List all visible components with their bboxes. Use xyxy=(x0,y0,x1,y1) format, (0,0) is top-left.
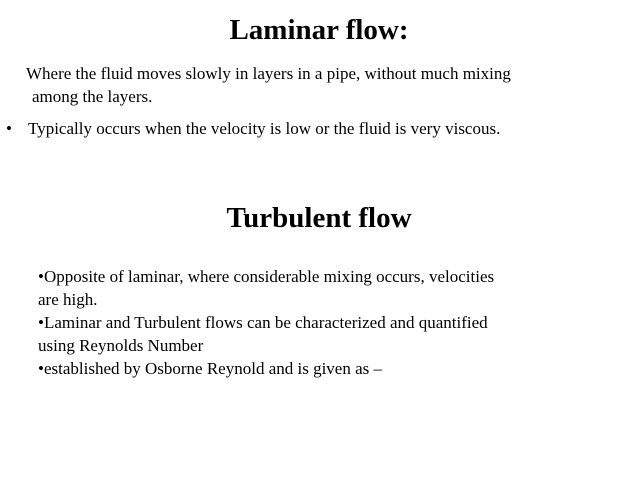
laminar-flow-definition xyxy=(26,62,636,108)
turbulent-flow-body xyxy=(38,265,628,380)
laminar-definition-line-1: Where the fluid moves slowly in layers in a pipe, without much mixing xyxy=(26,64,511,83)
turbulent-line-5: •established by Osborne Reynold and is given as – xyxy=(38,359,383,378)
bullet-icon: • xyxy=(6,119,12,138)
laminar-bullet-text: Typically occurs when the velocity is low or the fluid is very viscous. xyxy=(28,119,501,138)
turbulent-line-3: •Laminar and Turbulent flows can be characterized and quantified xyxy=(38,313,488,332)
turbulent-line-4: using Reynolds Number xyxy=(38,336,204,355)
laminar-bullet-item xyxy=(6,117,636,140)
laminar-flow-title: Laminar flow: xyxy=(229,14,409,46)
laminar-definition-line-2: among the layers. xyxy=(32,87,153,106)
turbulent-flow-title: Turbulent flow xyxy=(226,202,412,234)
turbulent-line-2: are high. xyxy=(38,290,98,309)
turbulent-line-1: •Opposite of laminar, where considerable mixing occurs, velocities xyxy=(38,267,495,286)
